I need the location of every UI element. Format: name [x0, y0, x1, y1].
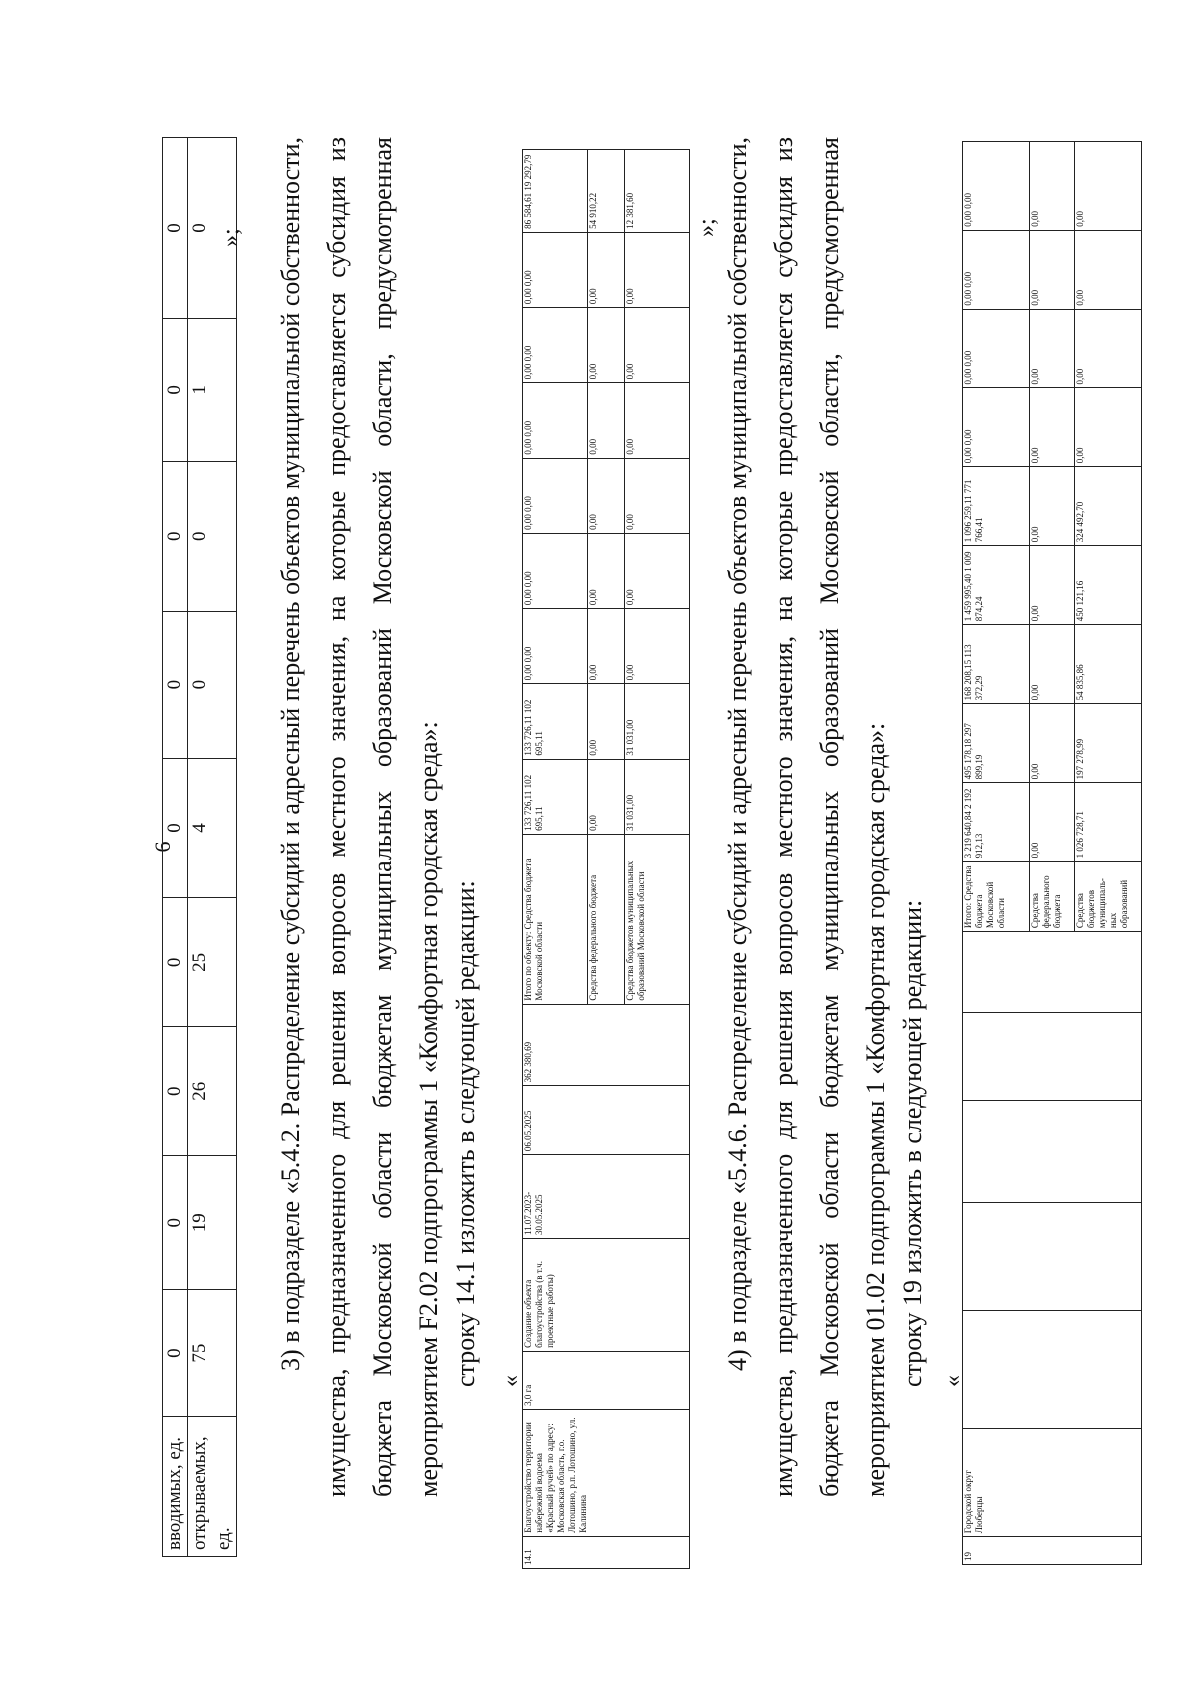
empty-cell: [963, 932, 1142, 1012]
cell: 0: [163, 611, 188, 758]
cell: 168 208,15 113 372,29: [963, 625, 1030, 704]
page-number: 6: [150, 841, 175, 853]
cell: 54 910,22: [587, 150, 624, 233]
cell: 0,00: [1029, 230, 1074, 309]
row-number: 14.1: [523, 1536, 690, 1568]
capacity: 3,0 га: [523, 1351, 690, 1409]
table-row: [963, 142, 1030, 1565]
cell: 86 584,61 19 292,79: [523, 150, 588, 233]
open-quote: «: [940, 1375, 966, 1387]
cell: 3 219 640,84 2 192 912,13: [963, 783, 1030, 862]
cell: 0,00 0,00: [963, 142, 1030, 231]
section-4-paragraph: [715, 137, 899, 1497]
close-quote: »;: [694, 218, 720, 237]
cell: 0,00 0,00: [523, 232, 588, 307]
cell: 0,00 0,00: [963, 388, 1030, 467]
cell: 0,00: [1029, 783, 1074, 862]
period: 11.07.2023-30.05.2025: [523, 1155, 690, 1239]
cell: 0,00: [625, 609, 690, 684]
cell: 0: [163, 1156, 188, 1290]
cell: 0: [188, 138, 237, 319]
cell: 450 121,16: [1075, 546, 1142, 625]
section-4-text: 4) в подразделе «5.4.6. Распределение субсидий и адресный перечень объектов муниципальной собственности, имущества, предназначенного для решения вопросов местного значения, на которые предоставляется субсидия из бюджета Московской области бюджетам муниципальных образований Московской области, предусмотренная мероприятием 01.02 подпрограммы 1 «Комфортная городская среда»:: [723, 137, 890, 1497]
cell: 0: [163, 898, 188, 1027]
funding-source: Средства бюджетов муниципаль-ных образований: [1075, 862, 1142, 932]
municipality-name: Городской округ Люберцы: [963, 1428, 1142, 1537]
section-3-paragraph: [268, 137, 452, 1497]
cell: 0: [163, 1027, 188, 1156]
cell: 0,00: [1029, 467, 1074, 546]
open-quote: «: [498, 1375, 524, 1387]
cell: 0,00: [1029, 142, 1074, 231]
row-label: вводимых, ед.: [163, 1417, 188, 1557]
table-row: [163, 138, 188, 1557]
cell: 0,00: [1029, 704, 1074, 783]
cell: 324 492,70: [1075, 467, 1142, 546]
cell: 0: [163, 318, 188, 461]
subsidy-table-19: [962, 141, 1142, 1565]
cell: 0,00: [587, 609, 624, 684]
cell: 133 726,11 102 695,11: [523, 684, 588, 759]
object-cost: 362 380,69: [523, 1004, 690, 1086]
cell: 0: [188, 611, 237, 758]
object-name: Благоустройство территории набережной водоема «Красный ручей» по адресу: Московская область, г.о. Лотошино, р.п. Лотошино, ул. Калинина: [523, 1409, 690, 1536]
cell: 0,00: [587, 308, 624, 383]
cell: 1 459 995,40 1 009 874,24: [963, 546, 1030, 625]
cell: 0,00: [587, 383, 624, 458]
cell: 0,00 0,00: [963, 309, 1030, 388]
section-4-instruction: строку 19 изложить в следующей редакции:: [898, 899, 927, 1387]
work-type: Создание объекта благоустройства (в т.ч. проектные работы): [523, 1238, 690, 1351]
cell: 0: [163, 461, 188, 611]
cell: 0,00: [1029, 309, 1074, 388]
table-row: [188, 138, 237, 1557]
row-number: 19: [963, 1537, 1142, 1565]
closing-quote: »;: [218, 228, 244, 247]
cell: 197 278,99: [1075, 704, 1142, 783]
funding-source: Средства бюджетов муниципальных образований Московской области: [625, 834, 690, 1004]
empty-cell: [963, 1100, 1142, 1202]
cell: 0,00: [1075, 309, 1142, 388]
cell: 4: [188, 758, 237, 898]
cell: 1 026 728,71: [1075, 783, 1142, 862]
cell: 0: [163, 1290, 188, 1417]
cell: 0,00: [587, 458, 624, 533]
cell: 0,00: [587, 684, 624, 759]
cell: 12 381,60: [625, 150, 690, 233]
cell: 0,00 0,00: [963, 230, 1030, 309]
cell: 0: [163, 138, 188, 319]
cell: 0,00 0,00: [523, 609, 588, 684]
funding-source: Итого: Средства бюджета Московской области: [963, 862, 1030, 932]
indicators-table: [162, 137, 237, 1557]
cell: 133 726,11 102 695,11: [523, 759, 588, 834]
cell: 19: [188, 1156, 237, 1290]
funding-source: Средства федерального бюджета: [587, 834, 624, 1004]
empty-cell: [963, 1012, 1142, 1100]
section-3-text: 3) в подразделе «5.4.2. Распределение субсидий и адресный перечень объектов муниципальной собственности, имущества, предназначенного для решения вопросов местного значения, на которые предоставляется субсидия из бюджета Московской области бюджетам муниципальных образований Московской области, предусмотренная мероприятием F2.02 подпрограммы 1 «Комфортная городская среда»:: [276, 137, 443, 1497]
cell: 0: [163, 758, 188, 898]
table-row: [523, 150, 588, 1569]
empty-cell: [963, 1202, 1142, 1310]
cell: 25: [188, 898, 237, 1027]
cell: 495 178,18 297 899,19: [963, 704, 1030, 783]
funding-source: Средства федерального бюджета: [1029, 862, 1074, 932]
cell: 0,00: [1029, 625, 1074, 704]
cell: 0,00: [1029, 546, 1074, 625]
commission-date: 06.05.2025: [523, 1086, 690, 1155]
cell: 0,00: [625, 533, 690, 608]
cell: 0,00: [1075, 388, 1142, 467]
cell: 0,00 0,00: [523, 458, 588, 533]
row-label: открываемых, ед.: [188, 1417, 237, 1557]
cell: 0,00 0,00: [523, 383, 588, 458]
cell: 0,00 0,00: [523, 533, 588, 608]
cell: 0,00: [587, 232, 624, 307]
cell: 0,00 0,00: [523, 308, 588, 383]
cell: 0,00: [587, 533, 624, 608]
cell: 26: [188, 1027, 237, 1156]
cell: 54 835,86: [1075, 625, 1142, 704]
cell: 75: [188, 1290, 237, 1417]
funding-source: Итого по объекту: Средства бюджета Московской области: [523, 834, 588, 1004]
cell: 1 096 259,11 771 766,41: [963, 467, 1030, 546]
cell: 0,00: [1029, 388, 1074, 467]
cell: 0,00: [625, 458, 690, 533]
cell: 31 031,00: [625, 684, 690, 759]
cell: 0,00: [1075, 142, 1142, 231]
subsidy-table-14-1: [522, 149, 690, 1569]
cell: 0,00: [625, 308, 690, 383]
empty-cell: [963, 1310, 1142, 1428]
cell: 0: [188, 461, 237, 611]
cell: 0,00: [625, 232, 690, 307]
section-3-instruction: строку 14.1 изложить в следующей редакции:: [451, 880, 480, 1387]
cell: 0,00: [1075, 230, 1142, 309]
cell: 0,00: [625, 383, 690, 458]
cell: 1: [188, 318, 237, 461]
cell: 31 031,00: [625, 759, 690, 834]
cell: 0,00: [587, 759, 624, 834]
